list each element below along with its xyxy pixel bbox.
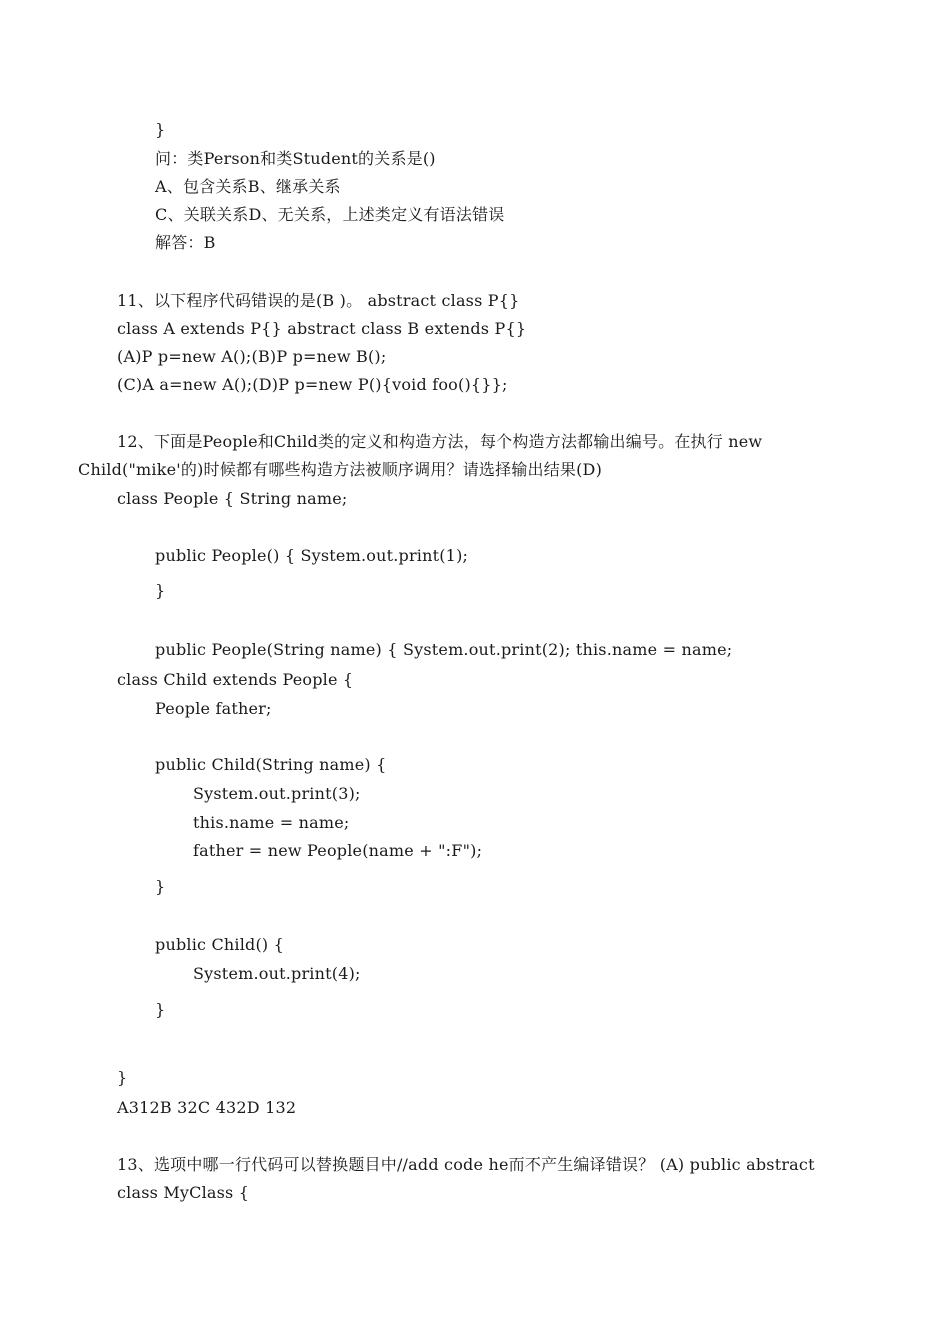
q12-code-brace-4: } [117,1068,128,1087]
q11-line-3: (A)P p=new A();(B)P p=new B(); [117,347,387,366]
q12-code-father-assign: father = new People(name + ":F"); [193,841,483,860]
q12-code-father-field: People father; [155,699,272,718]
q12-code-this-name: this.name = name; [193,813,350,832]
q10-option-ab: A、包含关系B、继承关系 [155,177,341,196]
q12-code-brace-1: } [155,581,166,600]
q10-question: 问：类Person和类Student的关系是() [155,149,436,168]
q11-line-4: (C)A a=new A();(D)P p=new P(){void foo(){}}; [117,375,508,394]
q10-option-cd: C、关联关系D、无关系，上述类定义有语法错误 [155,205,505,224]
q12-line-1: 12、下面是People和Child类的定义和构造方法，每个构造方法都输出编号。在执行 new [117,432,763,451]
q12-code-child-ctor: public Child(String name) { [155,755,387,774]
q13-line-1: 13、选项中哪一行代码可以替换题目中//add code he而不产生编译错误？ (A) public abstract [117,1155,815,1174]
q12-code-people-ctor-2: public People(String name) { System.out.print(2); this.name = name; [155,640,733,659]
q12-line-2: Child("mike'的)时候都有哪些构造方法被顺序调用？请选择输出结果(D) [78,460,603,479]
q12-code-brace-3: } [155,1000,166,1019]
q12-code-people-ctor: public People() { System.out.print(1); [155,546,469,565]
q12-code-class-people: class People { String name; [117,489,348,508]
q12-answer-options: A312B 32C 432D 132 [117,1098,297,1117]
q12-code-print-3: System.out.print(3); [193,784,361,803]
closing-brace: } [155,120,166,139]
q12-code-brace-2: } [155,877,166,896]
q11-line-1: 11、以下程序代码错误的是(B )。 abstract class P{} [117,291,520,310]
q12-code-class-child: class Child extends People { [117,670,354,689]
q12-code-print-4: System.out.print(4); [193,964,361,983]
q12-code-child-ctor-2: public Child() { [155,935,285,954]
q13-line-2: class MyClass { [117,1183,250,1202]
q10-answer: 解答：B [155,233,216,252]
q11-line-2: class A extends P{} abstract class B extends P{} [117,319,527,338]
